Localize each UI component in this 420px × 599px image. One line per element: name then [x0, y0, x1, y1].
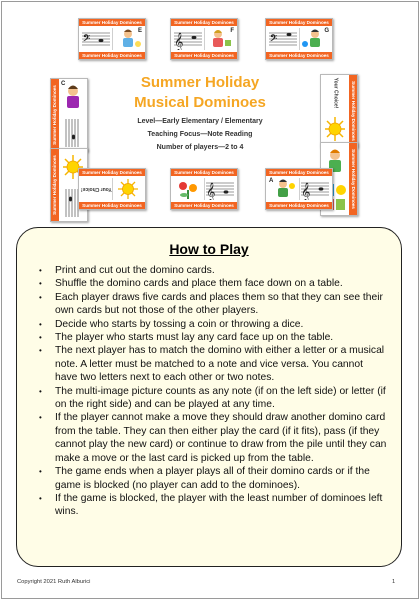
- domino-card-top-3: [265, 18, 333, 60]
- card-band: Summer Holiday Dominoes: [171, 19, 237, 26]
- cover-level: Level—Early Elementary / Elementary: [137, 118, 263, 125]
- domino-card-top-1: [78, 18, 146, 60]
- card-band: Summer Holiday Dominoes: [349, 75, 357, 147]
- rule-item: • Decide who starts by tossing a coin or throwing a dice.: [37, 318, 387, 331]
- card-band: Summer Holiday Dominoes: [266, 52, 332, 59]
- card-band: Summer Holiday Dominoes: [266, 202, 332, 209]
- cover-title-line2: Musical Dominoes: [134, 94, 266, 111]
- rule-item: • The next player has to match the domino with either a letter or a musical note. A letter must be matched to a note and vice versa. You cannot have two letters next to each other or two notes.: [37, 344, 387, 384]
- rule-item: • If the game is blocked, the player with the least number of dominoes left wins.: [37, 492, 387, 519]
- bass-staff-icon: [267, 27, 299, 51]
- flower-picture-icon: [172, 177, 204, 201]
- rule-item: • The game ends when a player plays all of their domino cards or if the game is blocked (no player can add to the dominoes).: [37, 465, 387, 492]
- svg-text:𝄞: 𝄞: [301, 182, 311, 200]
- page-number: 1: [392, 579, 396, 585]
- card-band: Summer Holiday Dominoes: [51, 149, 59, 221]
- rule-item: • The player who starts must lay any card face up on the table.: [37, 331, 387, 344]
- svg-text:𝄞: 𝄞: [206, 182, 216, 200]
- card-band: Summer Holiday Dominoes: [349, 143, 357, 215]
- domino-card-top-2: [170, 18, 238, 60]
- copyright-text: Copyright 2021 Ruth Alburici: [17, 579, 91, 585]
- svg-text:𝄞: 𝄞: [174, 32, 184, 50]
- treble-staff-icon: [172, 27, 204, 51]
- cover-title-line1: Summer Holiday: [140, 74, 260, 91]
- card-band: Summer Holiday Dominoes: [79, 19, 145, 26]
- child-picture-icon: [204, 27, 236, 51]
- choice-label: Your Choice!: [332, 77, 338, 109]
- rules-list: [37, 264, 387, 519]
- card-band: Summer Holiday Dominoes: [171, 169, 237, 176]
- card-band: Summer Holiday Dominoes: [171, 52, 237, 59]
- bass-staff-icon: [80, 27, 112, 51]
- child-picture-icon: [267, 177, 299, 201]
- rule-item: • Each player draws five cards and places them so that they can see their own cards but not those of the other players.: [37, 291, 387, 318]
- treble-staff-icon: [204, 177, 236, 201]
- card-letter: A: [269, 178, 274, 184]
- rule-item: • Print and cut out the domino cards.: [37, 264, 387, 277]
- rule-item: • Shuffle the domino cards and place them face down on a table.: [37, 277, 387, 290]
- child-picture-icon: [299, 27, 331, 51]
- card-band: Summer Holiday Dominoes: [51, 79, 59, 151]
- card-band: Summer Holiday Dominoes: [79, 202, 145, 209]
- card-band: Summer Holiday Dominoes: [79, 52, 145, 59]
- card-band: Summer Holiday Dominoes: [79, 169, 145, 176]
- svg-text:𝄢: 𝄢: [270, 33, 278, 46]
- domino-card-bottom-1: [78, 168, 146, 210]
- domino-card-right-1: [320, 74, 358, 148]
- sun-icon: [322, 112, 348, 146]
- how-to-play-panel: [16, 227, 402, 567]
- rule-item: • The multi-image picture counts as any note (if on the left side) or letter (if on the right side) and can be played at any time.: [37, 385, 387, 412]
- cover-players: Number of players—2 to 4: [156, 144, 244, 151]
- card-letter: C: [61, 81, 66, 87]
- card-band: Summer Holiday Dominoes: [266, 169, 332, 176]
- card-letter: F: [230, 28, 234, 34]
- sun-icon: [112, 177, 144, 201]
- choice-label: Your Choice!: [80, 186, 112, 192]
- card-letter: E: [137, 28, 142, 34]
- child-picture-icon: [60, 80, 86, 114]
- card-band: Summer Holiday Dominoes: [266, 19, 332, 26]
- domino-card-bottom-2: [170, 168, 238, 210]
- card-band: Summer Holiday Dominoes: [171, 202, 237, 209]
- treble-staff-vertical-icon: [60, 116, 86, 150]
- svg-text:𝄢: 𝄢: [83, 33, 91, 46]
- cover-focus: Teaching Focus—Note Reading: [147, 131, 253, 138]
- treble-staff-icon: [299, 177, 331, 201]
- domino-card-left-1: [50, 78, 88, 152]
- card-letter: G: [324, 28, 329, 34]
- child-picture-icon: [112, 27, 144, 51]
- rule-item: • If the player cannot make a move they should draw another domino card from the table. They can then either play the card (if it fits), pass (if they cannot play the new card) or continue to draw from the pile until they can make a move or the last card is picked up from the table.: [37, 411, 387, 465]
- how-to-play-heading: How to Play: [169, 241, 249, 257]
- domino-card-bottom-3: [265, 168, 333, 210]
